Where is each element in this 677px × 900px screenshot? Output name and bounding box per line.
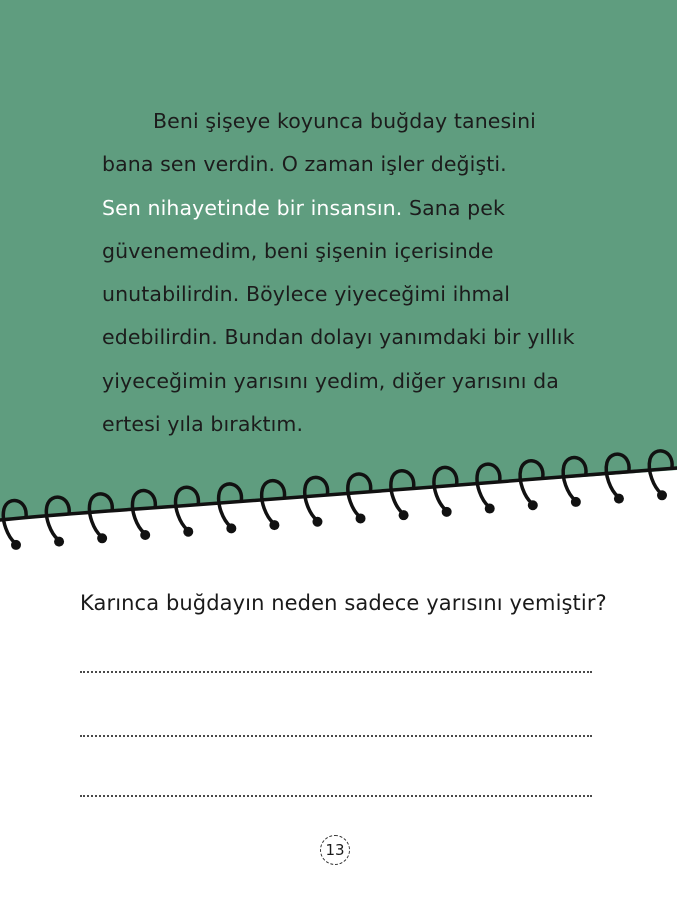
spiral-hole xyxy=(442,507,452,517)
spiral-hole xyxy=(226,523,236,533)
spiral-hole xyxy=(54,537,64,547)
spiral-hole xyxy=(614,494,624,504)
spiral-hole xyxy=(312,517,322,527)
spiral-hole xyxy=(571,497,581,507)
spiral-hole xyxy=(140,530,150,540)
story-line xyxy=(102,187,602,230)
story-highlight: Sen nihayetinde bir insansın. xyxy=(102,195,403,220)
spiral-hole xyxy=(657,490,667,500)
story-line: bana sen verdin. O zaman işler değişti. xyxy=(102,152,507,177)
story-line: yiyeceğimin yarısını yedim, diğer yarısını da xyxy=(102,368,559,393)
spiral-hole xyxy=(356,513,366,523)
story-line: edebilirdin. Bundan dolayı yanımdaki bir yıllık xyxy=(102,325,575,350)
answer-line[interactable] xyxy=(80,795,592,797)
spiral-hole xyxy=(528,500,538,510)
spiral-hole xyxy=(485,504,495,514)
answer-line[interactable] xyxy=(80,671,592,673)
spiral-hole xyxy=(11,540,21,550)
story-line: güvenemedim, beni şişenin içerisinde xyxy=(102,238,494,263)
spiral-hole xyxy=(97,533,107,543)
spiral-hole xyxy=(269,520,279,530)
spiral-hole xyxy=(399,510,409,520)
question-text: Karınca buğdayın neden sadece yarısını yemiştir? xyxy=(80,591,607,615)
spiral-hole xyxy=(183,527,193,537)
story-line: unutabilirdin. Böylece yiyeceğimi ihmal xyxy=(102,282,511,307)
page-number: 13 xyxy=(320,835,350,865)
story-line: ertesi yıla bıraktım. xyxy=(102,412,304,437)
answer-line[interactable] xyxy=(80,735,592,737)
story-line: Beni şişeye koyunca buğday tanesini xyxy=(153,109,536,133)
story-line-tail: Sana pek xyxy=(402,195,505,220)
story-text xyxy=(102,100,602,446)
